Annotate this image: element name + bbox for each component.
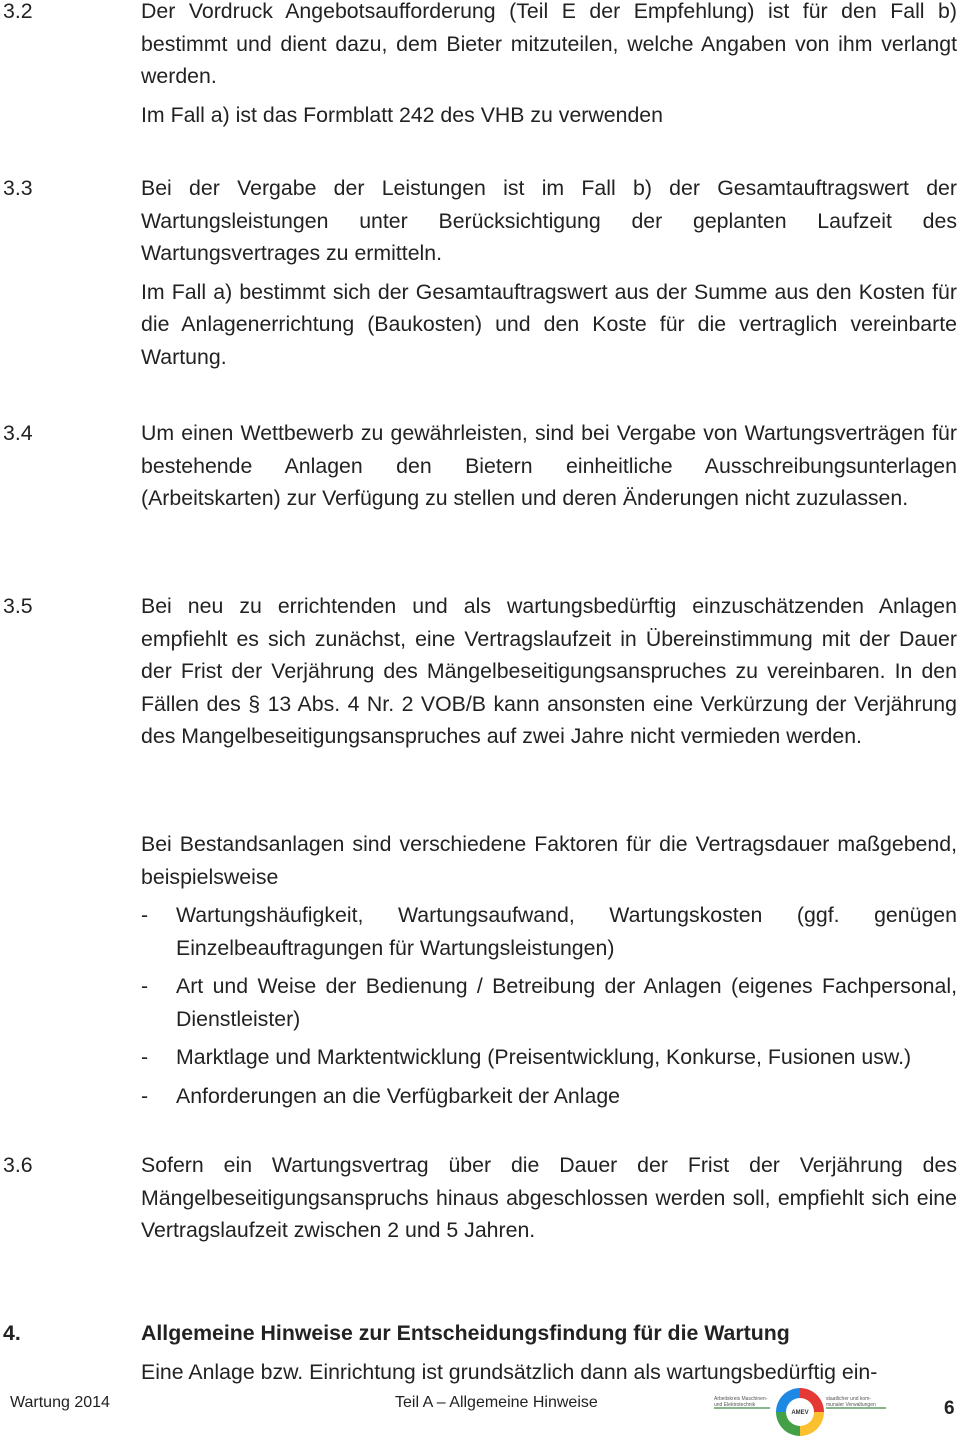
list-dash: - — [141, 1045, 149, 1069]
logo-right-text-2: munaler Verwaltungen — [826, 1402, 876, 1408]
section-number: 3.4 — [3, 421, 33, 445]
paragraph: Sofern ein Wartungsvertrag über die Dauer der Frist der Verjährung des Mängelbeseitigungsanspruchs hinaus abgeschlossen werden soll, empfiehlt sich eine Vertragslaufzeit zwischen 2 und 5 Jahren. — [141, 1153, 957, 1242]
list-item-text: Art und Weise der Bedienung / Betreibung der Anlagen (eigenes Fachpersonal, Dienstleister) — [176, 974, 957, 1031]
footer-document-title: Wartung 2014 — [10, 1394, 110, 1411]
amev-logo — [712, 1382, 888, 1440]
logo-emblem — [776, 1388, 824, 1436]
section-number: 4. — [3, 1321, 21, 1345]
section-number: 3.2 — [3, 0, 33, 23]
paragraph: Bei der Vergabe der Leistungen ist im Fall b) der Gesamtauftragswert der Wartungsleistungen unter Berücksichtigung der geplanten Laufzeit des Wartungsvertrages zu ermitteln. — [141, 176, 957, 265]
list-item-text: Anforderungen an die Verfügbarkeit der Anlage — [176, 1083, 621, 1108]
list-item-text: Wartungshäufigkeit, Wartungsaufwand, Wartungskosten (ggf. genügen Einzelbeauftragungen für Wartungsleistungen) — [176, 903, 957, 960]
paragraph: Eine Anlage bzw. Einrichtung ist grundsätzlich dann als wartungsbedürftig ein- — [141, 1359, 878, 1384]
logo-center-text: AMEV — [791, 1410, 809, 1416]
list-item-text: Marktlage und Marktentwicklung (Preisentwicklung, Konkurse, Fusionen usw.) — [176, 1045, 912, 1069]
list-dash: - — [141, 1083, 149, 1108]
paragraph: Bei neu zu errichtenden und als wartungsbedürftig einzuschätzenden Anlagen empfiehlt es sich zunächst, eine Vertragslaufzeit in Übereinstimmung mit der Dauer der Frist der Verjährung des Mängelbeseitigungsanspruches zu vereinbaren. In den Fällen des § 13 Abs. 4 Nr. 2 VOB/B kann ansonsten eine Verkürzung der Verjährung des Mangelbeseitigungsanspruches auf zwei Jahre nicht vermieden werden. — [141, 594, 957, 748]
paragraph: Um einen Wettbewerb zu gewährleisten, sind bei Vergabe von Wartungsverträgen für bestehende Anlagen den Bietern einheitliche Ausschreibungsunterlagen (Arbeitskarten) zur Verfügung zu stellen und deren Änderungen nicht zuzulassen. — [141, 421, 957, 510]
list-item — [141, 899, 957, 964]
logo-left-text-1: Arbeitskreis Maschinen- — [714, 1396, 768, 1402]
section-number: 3.3 — [3, 176, 33, 200]
page-footer — [0, 1378, 960, 1442]
list-item — [141, 970, 957, 1035]
footer-part-title: Teil A – Allgemeine Hinweise — [395, 1394, 598, 1411]
paragraph: Bei Bestandsanlagen sind verschiedene Faktoren für die Vertragsdauer maßgebend, beispielsweise — [141, 832, 957, 889]
paragraph: Im Fall a) bestimmt sich der Gesamtauftragswert aus der Summe aus den Kosten für die Anlagenerrichtung (Baukosten) und den Koste für die vertraglich vereinbarte Wartung. — [141, 279, 957, 369]
paragraph: Im Fall a) ist das Formblatt 242 des VHB zu verwenden — [141, 102, 663, 127]
section-number: 3.6 — [3, 1153, 33, 1177]
logo-left-text-2: und Elektrotechnik — [714, 1402, 756, 1408]
list-dash: - — [141, 974, 149, 998]
logo-right-text-1: staatlicher und kom- — [826, 1396, 872, 1402]
page-number: 6 — [944, 1398, 955, 1419]
list-item — [141, 1080, 957, 1113]
list-item — [141, 1041, 957, 1074]
paragraph: Der Vordruck Angebotsaufforderung (Teil E der Empfehlung) ist für den Fall b) bestimmt und dient dazu, dem Bieter mitzuteilen, welche Angaben von ihm verlangt werden. — [141, 0, 957, 88]
section-number: 3.5 — [3, 594, 33, 618]
section-heading: Allgemeine Hinweise zur Entscheidungsfindung für die Wartung — [141, 1321, 790, 1345]
list-dash: - — [141, 903, 149, 927]
